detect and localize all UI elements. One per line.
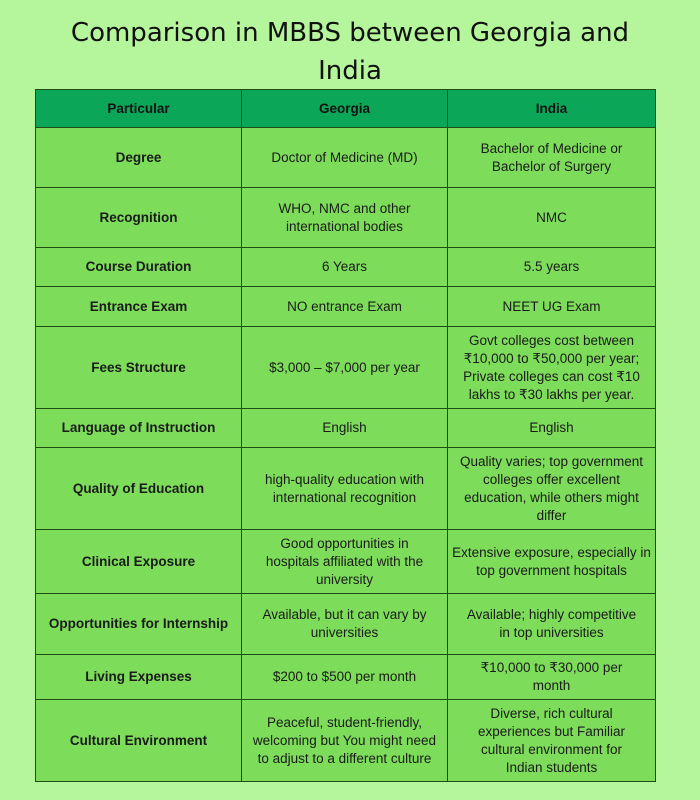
row-label: Degree xyxy=(36,128,242,188)
header-georgia: Georgia xyxy=(242,90,448,128)
title-line-2: India xyxy=(318,56,382,86)
georgia-cell: NO entrance Exam xyxy=(242,287,448,327)
table-row xyxy=(36,409,656,448)
row-label: Clinical Exposure xyxy=(36,530,242,594)
table-row xyxy=(36,188,656,248)
row-label: Recognition xyxy=(36,188,242,248)
india-cell: Available; highly competitive in top universities xyxy=(448,594,656,655)
india-cell: Extensive exposure, especially in top government hospitals xyxy=(448,530,656,594)
row-label: Quality of Education xyxy=(36,448,242,530)
india-cell: NEET UG Exam xyxy=(448,287,656,327)
row-label: Fees Structure xyxy=(36,327,242,409)
table-row xyxy=(36,655,656,700)
table-row xyxy=(36,128,656,188)
table-row xyxy=(36,594,656,655)
row-label: Course Duration xyxy=(36,248,242,287)
georgia-cell: 6 Years xyxy=(242,248,448,287)
india-cell: 5.5 years xyxy=(448,248,656,287)
page-title xyxy=(0,14,700,90)
georgia-cell: Doctor of Medicine (MD) xyxy=(242,128,448,188)
georgia-cell: $200 to $500 per month xyxy=(242,655,448,700)
table-row xyxy=(36,448,656,530)
table-row xyxy=(36,327,656,409)
georgia-cell: English xyxy=(242,409,448,448)
title-line-1: Comparison in MBBS between Georgia and xyxy=(70,18,630,48)
comparison-table xyxy=(35,89,656,782)
india-cell: ₹10,000 to ₹30,000 per month xyxy=(448,655,656,700)
row-label: Living Expenses xyxy=(36,655,242,700)
india-cell: Govt colleges cost between ₹10,000 to ₹50,000 per year; Private colleges can cost ₹10 lakhs to ₹30 lakhs per year. xyxy=(448,327,656,409)
india-cell: Quality varies; top government colleges offer excellent education, while others might differ xyxy=(448,448,656,530)
table-row xyxy=(36,530,656,594)
georgia-cell: WHO, NMC and other international bodies xyxy=(242,188,448,248)
georgia-cell: Available, but it can vary by universities xyxy=(242,594,448,655)
table-row xyxy=(36,248,656,287)
table-row xyxy=(36,287,656,327)
row-label: Cultural Environment xyxy=(36,700,242,782)
row-label: Entrance Exam xyxy=(36,287,242,327)
header-particular: Particular xyxy=(36,90,242,128)
india-cell: NMC xyxy=(448,188,656,248)
india-cell: Diverse, rich cultural experiences but Familiar cultural environment for Indian students xyxy=(448,700,656,782)
georgia-cell: Peaceful, student-friendly, welcoming but You might need to adjust to a different culture xyxy=(242,700,448,782)
table-header-row xyxy=(36,90,656,128)
row-label: Language of Instruction xyxy=(36,409,242,448)
table-row xyxy=(36,700,656,782)
india-cell: Bachelor of Medicine or Bachelor of Surgery xyxy=(448,128,656,188)
india-cell: English xyxy=(448,409,656,448)
georgia-cell: high-quality education with international recognition xyxy=(242,448,448,530)
header-india: India xyxy=(448,90,656,128)
georgia-cell: Good opportunities in hospitals affiliated with the university xyxy=(242,530,448,594)
row-label: Opportunities for Internship xyxy=(36,594,242,655)
georgia-cell: $3,000 – $7,000 per year xyxy=(242,327,448,409)
